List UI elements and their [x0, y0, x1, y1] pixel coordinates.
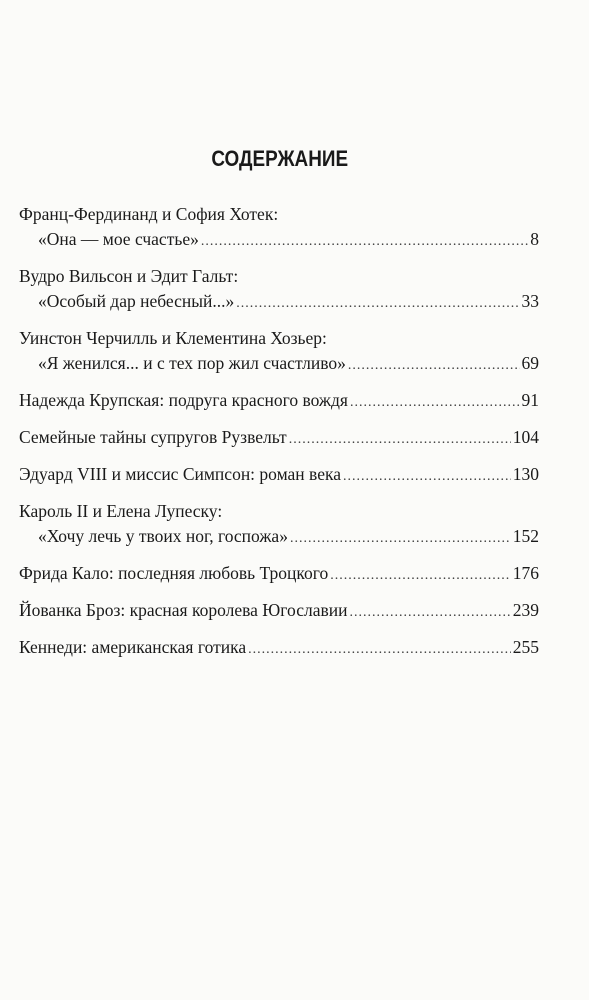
toc-entry-last-line	[19, 227, 539, 254]
toc-entry-title: Кеннеди: американская готика	[19, 637, 247, 657]
toc-entry	[19, 462, 539, 489]
toc-entry-title: Вудро Вильсон и Эдит Гальт:	[19, 266, 239, 286]
toc-entry-title: «Она — мое счастье»	[38, 229, 199, 249]
toc-entry-title: Надежда Крупская: подруга красного вождя	[19, 390, 348, 410]
toc-page-number: 152	[512, 526, 539, 546]
toc-entry-line	[19, 202, 539, 227]
toc-entry	[19, 635, 539, 662]
dot-leader	[350, 390, 520, 415]
toc-entry-last-line	[19, 561, 539, 588]
dot-leader	[289, 427, 511, 452]
toc-page-number: 69	[521, 353, 539, 373]
toc-entry-title: Фрида Кало: последняя любовь Троцкого	[19, 563, 329, 583]
toc-page-number: 239	[512, 600, 539, 620]
dot-leader	[236, 291, 519, 316]
toc-entry-title: Уинстон Черчилль и Клементина Хозьер:	[19, 328, 327, 348]
toc-page-number: 130	[512, 464, 539, 484]
toc-entry-title: «Я женился... и с тех пор жил счастливо»	[38, 353, 346, 373]
dot-leader	[348, 353, 520, 378]
toc-entry-title: Франц-Фердинанд и София Хотек:	[19, 204, 279, 224]
toc-entry-last-line	[19, 289, 539, 316]
table-of-contents	[19, 202, 539, 672]
toc-page-number: 176	[512, 563, 539, 583]
dot-leader	[290, 526, 511, 551]
toc-entry-line	[19, 326, 539, 351]
toc-entry	[19, 388, 539, 415]
toc-entry	[19, 561, 539, 588]
toc-entry-line	[19, 264, 539, 289]
toc-entry-title: «Хочу лечь у твоих ног, госпожа»	[38, 526, 288, 546]
toc-entry	[19, 425, 539, 452]
dot-leader	[343, 464, 511, 489]
dot-leader	[330, 563, 511, 588]
toc-entry	[19, 499, 539, 551]
toc-page-number: 104	[512, 427, 539, 447]
toc-page-number: 91	[521, 390, 539, 410]
toc-entry-last-line	[19, 462, 539, 489]
toc-entry-title: Эдуард VIII и миссис Симпсон: роман века	[19, 464, 341, 484]
toc-entry-last-line	[19, 635, 539, 662]
dot-leader	[201, 229, 528, 254]
toc-entry	[19, 202, 539, 254]
toc-page-number: 255	[512, 637, 539, 657]
toc-page-number: 33	[521, 291, 539, 311]
toc-entry-line	[19, 499, 539, 524]
dot-leader	[248, 637, 511, 662]
toc-entry-last-line	[19, 388, 539, 415]
toc-entry	[19, 326, 539, 378]
toc-entry	[19, 264, 539, 316]
toc-entry-title: Кароль II и Елена Лупеску:	[19, 501, 223, 521]
toc-entry	[19, 598, 539, 625]
toc-entry-title: «Особый дар небесный...»	[38, 291, 235, 311]
toc-entry-last-line	[19, 425, 539, 452]
toc-entry-last-line	[19, 524, 539, 551]
page-title: СОДЕРЖАНИЕ	[211, 146, 349, 171]
toc-entry-last-line	[19, 351, 539, 378]
dot-leader	[349, 600, 510, 625]
toc-entry-last-line	[19, 598, 539, 625]
toc-entry-title: Семейные тайны супругов Рузвельт	[19, 427, 287, 447]
toc-entry-title: Йованка Броз: красная королева Югославии	[19, 600, 348, 620]
toc-page-number: 8	[530, 229, 539, 249]
